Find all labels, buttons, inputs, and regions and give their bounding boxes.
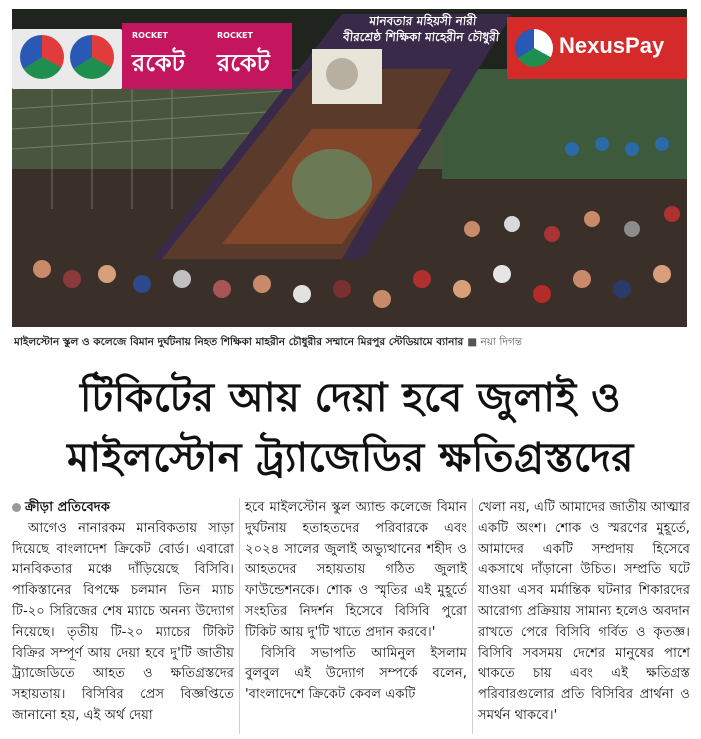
column-text: হবে মাইলস্টোন স্কুল অ্যান্ড কলেজে বিমান দুর্ঘটনায় হতাহতদের পরিবারকে এবং ২০২৪ সালের জুলাই অভ্যুত্থানের শহীদ ও আহতদের সহায়তায় গঠিত জুলাই ফাউন্ডেশনকে। শোক ও স্মৃতির এই মুহূর্তে সংহতির নিদর্শন হিসেবে বিসিবি পুরো টিকিট আয় দু'টি খাতে প্রদান করবে।' <box>245 500 467 640</box>
headline-line-2: মাইলস্টোন ট্র্যাজেডির ক্ষতিগ্রস্তদের <box>67 435 634 481</box>
photo-caption <box>14 335 689 352</box>
rocket-small-label: ROCKET <box>217 31 253 40</box>
bullet-icon <box>12 503 21 512</box>
nexuspay-circle-icon <box>515 29 553 67</box>
column-text: আগেও নানারকম মানবিকতায় সাড়া দিয়েছে বাংলাদেশ ক্রিকেট বোর্ড। এবারো মানবিকতার মঞ্চে দাঁড়িয়েছে বিসিবি। পাকিস্তানের বিপক্ষে চলমান তিন ম্যাচ টি-২০ সিরিজের শেষ ম্যাচে অনন্য উদ্যোগ নিয়েছে। তৃতীয় টি-২০ ম্যাচের টিকিট বিক্রির সম্পূর্ণ আয় দেয়া হবে দু'টি জাতীয় ট্র্যাজেডিতে আহত ও ক্ষতিগ্রস্তদের সহায়তায়। বিসিবির প্রেস বিজ্ঞপ্তিতে জানানো হয়, এই অর্থ দেয়া <box>12 520 234 723</box>
rocket-label: রকেট <box>132 49 185 77</box>
article-column-2 <box>245 498 467 706</box>
brand-circle-icon <box>70 35 114 79</box>
nexuspay-label: NexusPay <box>559 33 665 58</box>
caption-credit: ■ নয়া দিগন্ত <box>467 336 522 348</box>
rocket-advert <box>122 23 292 89</box>
caption-text: মাইলস্টোন স্কুল ও কলেজে বিমান দুর্ঘটনায় নিহত শিক্ষিকা মাহরীন চৌধুরীর সম্মানে মিরপুর স্টেডিয়ামে ব্যানার <box>14 336 464 348</box>
memorial-banner-title <box>320 13 523 45</box>
nexuspay-advert <box>507 17 687 79</box>
byline-text: ক্রীড়া প্রতিবেদক <box>25 500 110 515</box>
news-photo <box>12 9 687 327</box>
brand-circle-icon <box>20 35 64 79</box>
column-divider <box>239 498 240 734</box>
banner-line-1: মানবতার মহিয়সী নারী <box>368 14 478 28</box>
banner-line-2: বীরশ্রেষ্ঠ শিক্ষিকা মাহেরীন চৌধুরী <box>342 30 500 44</box>
column-text: বিসিবি সভাপতি আমিনুল ইসলাম বুলবুল এই উদ্যোগ সম্পর্কে বলেন, 'বাংলাদেশে ক্রিকেট কেবল একটি <box>245 645 467 703</box>
column-text: খেলা নয়, এটি আমাদের জাতীয় আত্মার একটি অংশ। শোক ও স্মরণের মুহূর্তে, আমাদের একটি সম্প্রদায় হিসেবে একসাথে দাঁড়ানো উচিত। সম্প্রতি ঘটে যাওয়া এসব মর্মান্তিক ঘটনার শিকারদের আরোগ্য প্রক্রিয়ায় সামান্য হলেও অবদান রাখতে পেরে বিসিবি গর্বিত ও কৃতজ্ঞ। বিসিবি সবসময় দেশের মানুষের পাশে থাকতে চায় এবং এই ক্ষতিগ্রস্ত পরিবারগুলোর প্রতি বিসিবির প্রার্থনা ও সমর্থন থাকবে।' <box>478 500 690 723</box>
article-column-1 <box>12 498 234 727</box>
rocket-small-label: ROCKET <box>132 31 168 40</box>
rocket-label: রকেট <box>217 49 270 77</box>
column-divider <box>472 498 473 734</box>
article-column-3 <box>478 498 690 727</box>
byline <box>12 498 234 519</box>
headline-line-1: টিকিটের আয় দেয়া হবে জুলাই ও <box>79 375 622 421</box>
article-body <box>12 498 690 738</box>
